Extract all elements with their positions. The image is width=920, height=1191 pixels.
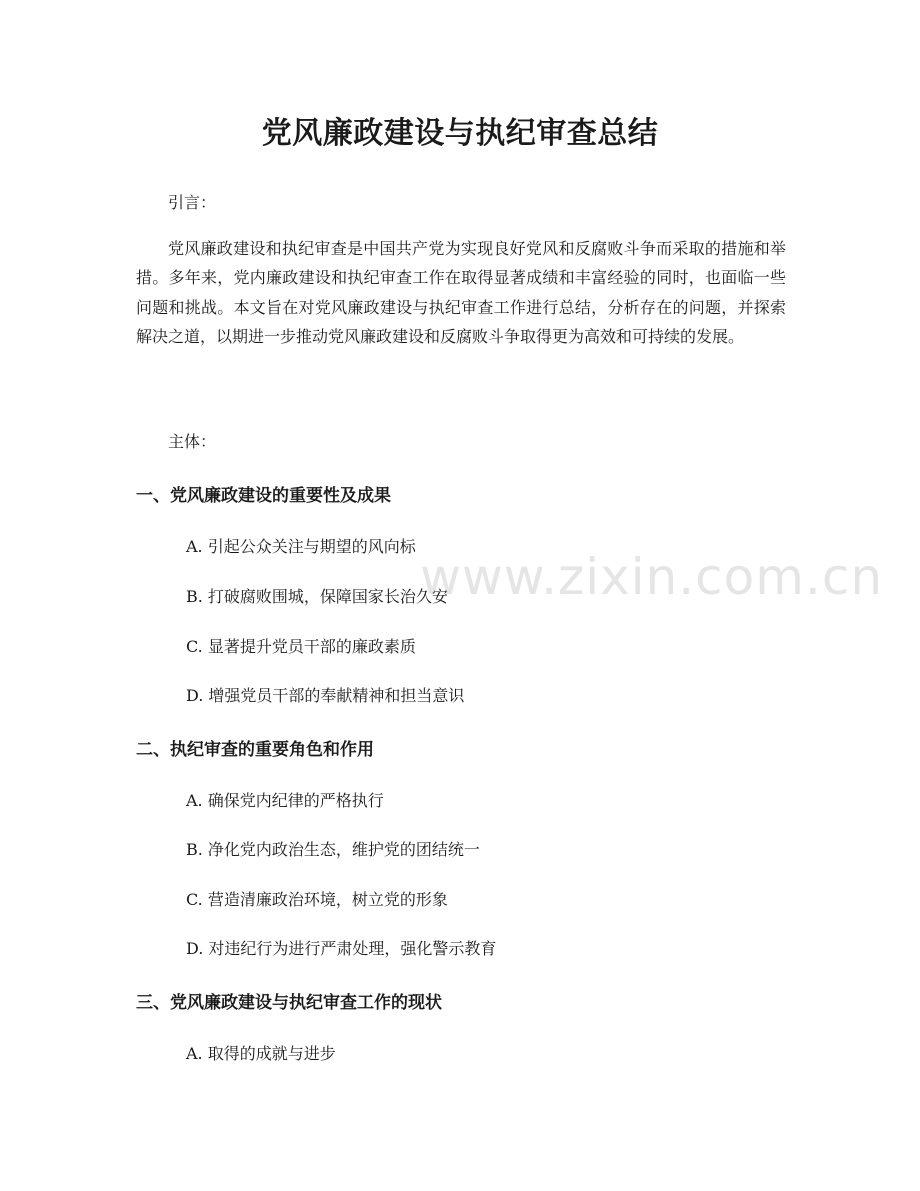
section-1-item-d: D. 增强党员干部的奉献精神和担当意识 xyxy=(186,686,465,705)
section-heading-2: 二、执纪审查的重要角色和作用 xyxy=(136,740,374,760)
section-heading-1: 一、党风廉政建设的重要性及成果 xyxy=(136,486,391,506)
intro-paragraph: 党风廉政建设和执纪审查是中国共产党为实现良好党风和反腐败斗争而采取的措施和举措。多年来，党内廉政建设和执纪审查工作在取得显著成绩和丰富经验的同时，也面临一些问题和挑战。本文旨在对党风廉政建设与执纪审查工作进行总结，分析存在的问题，并探索解决之道，以期进一步推动党风廉政建设和反腐败斗争取得更为高效和可持续的发展。 xyxy=(136,239,786,347)
watermark-logo: www.zixin.com.cn xyxy=(420,548,884,606)
section-1-item-b: B. 打破腐败围城，保障国家长治久安 xyxy=(186,587,448,606)
section-2-item-b: B. 净化党内政治生态，维护党的团结统一 xyxy=(186,840,480,859)
section-2-item-c: C. 营造清廉政治环境，树立党的形象 xyxy=(186,890,448,909)
body-label: 主体： xyxy=(168,432,217,451)
section-2-item-a: A. 确保党内纪律的严格执行 xyxy=(186,791,384,810)
section-3-item-a: A. 取得的成就与进步 xyxy=(186,1044,336,1063)
section-heading-3: 三、党风廉政建设与执纪审查工作的现状 xyxy=(136,993,442,1013)
intro-label: 引言： xyxy=(168,193,217,212)
section-1-item-c: C. 显著提升党员干部的廉政素质 xyxy=(186,637,416,656)
section-2-item-d: D. 对违纪行为进行严肃处理，强化警示教育 xyxy=(186,939,497,958)
document-title: 党风廉政建设与执纪审查总结 xyxy=(261,116,659,151)
section-1-item-a: A. 引起公众关注与期望的风向标 xyxy=(186,537,416,556)
